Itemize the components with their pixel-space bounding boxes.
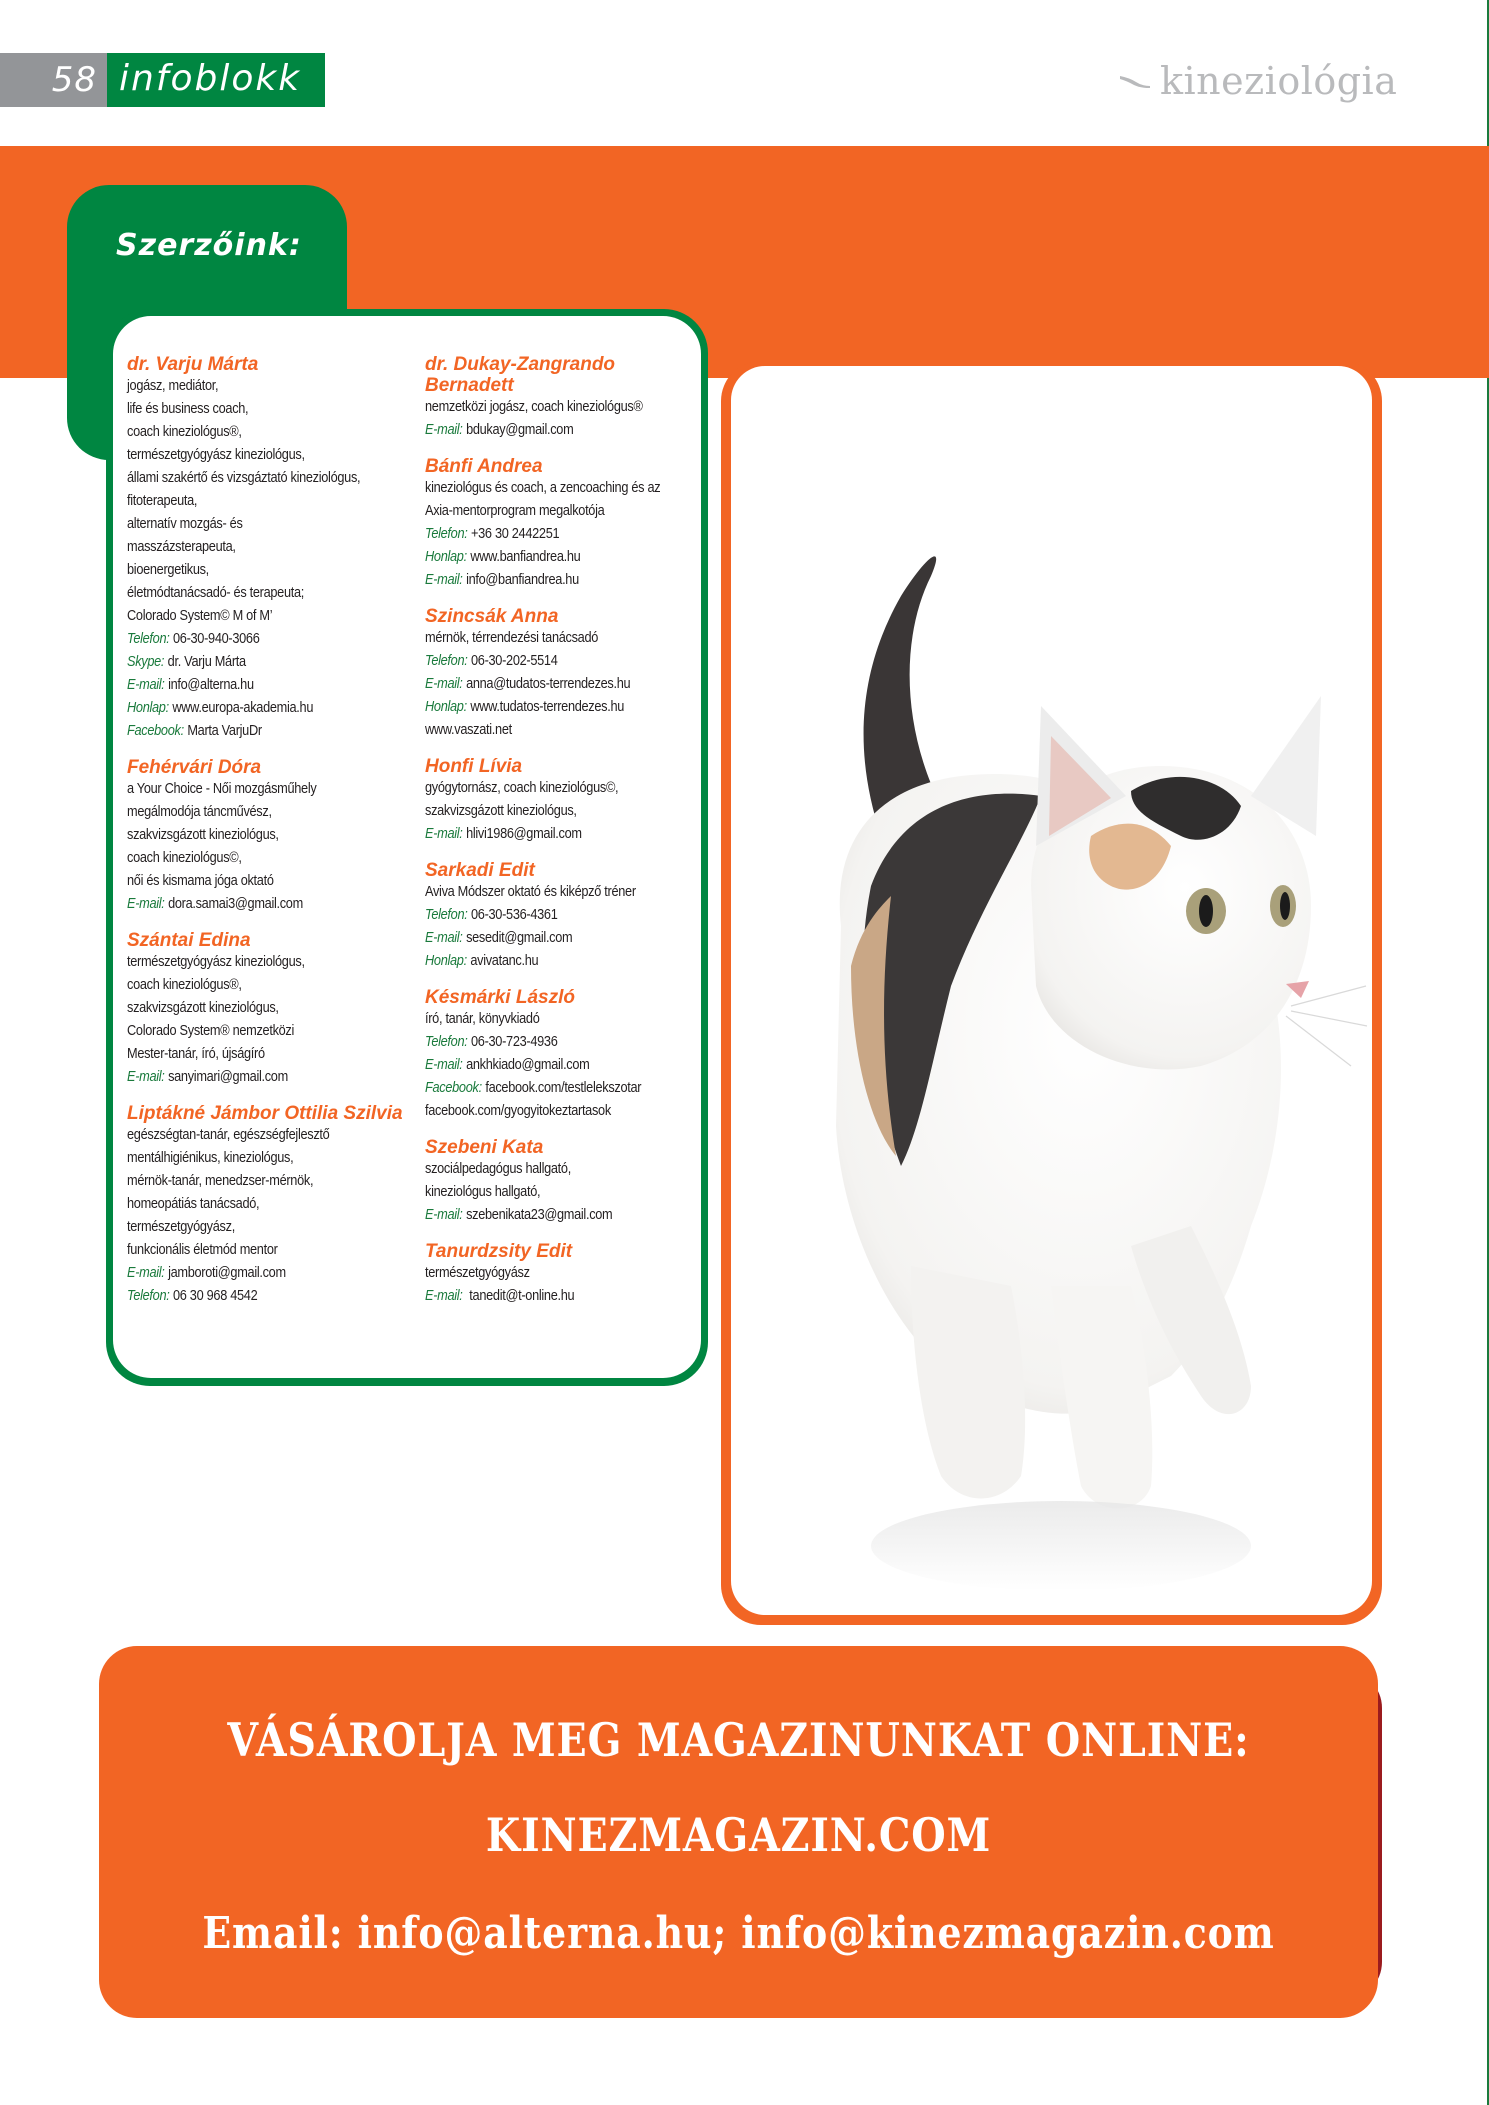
kitten-illustration: [731, 366, 1372, 1615]
author-entry: [425, 1241, 705, 1308]
contact-value[interactable]: info@banfiandrea.hu: [466, 572, 579, 588]
contact-value[interactable]: anna@tudatos-terrendezes.hu: [466, 676, 631, 692]
contact-value[interactable]: Marta VarjuDr: [187, 723, 262, 739]
author-entry: [127, 757, 417, 916]
author-description: [127, 1193, 382, 1216]
contact-value: 06-30-202-5514: [470, 653, 558, 669]
promo-banner: [99, 1646, 1378, 2018]
author-entry: [425, 456, 705, 592]
description-text: a Your Choice - Női mozgásműhely: [127, 781, 317, 797]
author-entry: [425, 860, 705, 973]
author-entry: [425, 987, 705, 1123]
contact-label: Telefon:: [127, 1288, 170, 1304]
description-text: gyógytornász, coach kineziológus©,: [425, 780, 619, 796]
contact-line: [425, 1077, 671, 1100]
author-entry: [425, 756, 705, 846]
contact-value[interactable]: hlivi1986@gmail.com: [466, 826, 582, 842]
author-entry: [127, 354, 417, 743]
author-name: dr. Varju Márta: [127, 354, 259, 375]
author-description: [127, 559, 382, 582]
contact-value[interactable]: avivatanc.hu: [470, 953, 539, 969]
description-text: alternatív mozgás- és: [127, 516, 243, 532]
author-name: Honfi Lívia: [425, 756, 523, 777]
contact-value[interactable]: sesedit@gmail.com: [466, 930, 573, 946]
author-description: [425, 719, 671, 742]
contact-line: [425, 927, 671, 950]
contact-line: [127, 1285, 382, 1308]
contact-label: E-mail:: [425, 422, 463, 438]
description-text: természetgyógyász kineziológus,: [127, 954, 305, 970]
description-text: író, tanár, könyvkiadó: [425, 1011, 540, 1027]
contact-line: [425, 1054, 671, 1077]
contact-value[interactable]: www.tudatos-terrendezes.hu: [470, 699, 625, 715]
description-text: szakvizsgázott kineziológus,: [127, 1000, 279, 1016]
author-entry: [425, 354, 705, 442]
contact-value: 06 30 968 4542: [172, 1288, 258, 1304]
author-description: [127, 467, 382, 490]
description-text: coach kineziológus®,: [127, 424, 242, 440]
author-description: [425, 477, 671, 500]
description-text: mentálhigiénikus, kineziológus,: [127, 1150, 294, 1166]
contact-label: Skype:: [127, 654, 165, 670]
author-description: [127, 375, 382, 398]
contact-line: [425, 1285, 671, 1308]
contact-label: Facebook:: [425, 1080, 482, 1096]
banner-headline: VÁSÁROLJA MEG MAGAZINUNKAT ONLINE:: [227, 1713, 1250, 1767]
description-text: Aviva Módszer oktató és kiképző tréner: [425, 884, 636, 900]
author-description: [425, 777, 671, 800]
description-text: kineziológus hallgató,: [425, 1184, 541, 1200]
author-description: [425, 500, 671, 523]
contact-label: Telefon:: [127, 631, 170, 647]
contact-value[interactable]: dora.samai3@gmail.com: [168, 896, 303, 912]
description-text: szakvizsgázott kineziológus,: [127, 827, 279, 843]
author-description: [425, 1158, 671, 1181]
author-name: Fehérvári Dóra: [127, 757, 262, 778]
description-text: coach kineziológus®,: [127, 977, 242, 993]
kitten-photo: [731, 366, 1372, 1615]
description-text: állami szakértő és vizsgáztató kineziológus,: [127, 470, 361, 486]
author-entry: [127, 930, 417, 1089]
description-text: funkcionális életmód mentor: [127, 1242, 278, 1258]
author-description: [425, 1181, 671, 1204]
contact-line: [127, 893, 382, 916]
description-text: www.vaszati.net: [425, 722, 512, 738]
author-description: [127, 444, 382, 467]
authors-title: Szerzőink:: [116, 228, 302, 263]
contact-line: [127, 720, 382, 743]
contact-label: E-mail:: [425, 826, 463, 842]
contact-label: Honlap:: [425, 953, 467, 969]
description-text: Axia-mentorprogram megalkotója: [425, 503, 605, 519]
description-text: fitoterapeuta,: [127, 493, 198, 509]
contact-label: E-mail:: [425, 572, 463, 588]
author-description: [127, 997, 382, 1020]
contact-line: [425, 950, 671, 973]
author-entry: [127, 1103, 417, 1308]
contact-value[interactable]: szebenikata23@gmail.com: [466, 1207, 613, 1223]
contact-value: dr. Varju Márta: [167, 654, 246, 670]
author-description: [425, 396, 671, 419]
author-description: [127, 513, 382, 536]
contact-line: [425, 1204, 671, 1227]
author-description: [127, 951, 382, 974]
contact-value[interactable]: info@alterna.hu: [168, 677, 254, 693]
author-description: [127, 605, 382, 628]
authors-column-right: [425, 354, 705, 1322]
contact-label: Honlap:: [425, 549, 467, 565]
contact-line: [127, 697, 382, 720]
contact-line: [127, 674, 382, 697]
author-name: Szincsák Anna: [425, 606, 559, 627]
description-text: szociálpedagógus hallgató,: [425, 1161, 571, 1177]
description-text: szakvizsgázott kineziológus,: [425, 803, 577, 819]
description-text: Colorado System® nemzetközi: [127, 1023, 295, 1039]
contact-label: Honlap:: [127, 700, 169, 716]
page-number: 58: [0, 53, 107, 107]
author-name: Szebeni Kata: [425, 1137, 544, 1158]
author-name: Tanurdzsity Edit: [425, 1241, 573, 1262]
description-text: mérnök-tanár, menedzser-mérnök,: [127, 1173, 314, 1189]
contact-label: E-mail:: [127, 1265, 165, 1281]
description-text: homeopátiás tanácsadó,: [127, 1196, 260, 1212]
description-text: Colorado System© M of M’: [127, 608, 273, 624]
contact-label: Telefon:: [425, 1034, 468, 1050]
description-text: life és business coach,: [127, 401, 249, 417]
banner-website[interactable]: KINEZMAGAZIN.COM: [485, 1808, 992, 1862]
author-description: [127, 1170, 382, 1193]
contact-label: Facebook:: [127, 723, 184, 739]
author-description: [127, 582, 382, 605]
contact-value: 06-30-723-4936: [470, 1034, 558, 1050]
description-text: bioenergetikus,: [127, 562, 209, 578]
description-text: egészségtan-tanár, egészségfejlesztő: [127, 1127, 330, 1143]
author-description: [425, 800, 671, 823]
author-name: Szántai Edina: [127, 930, 251, 951]
description-text: megálmodója táncművész,: [127, 804, 272, 820]
author-description: [127, 490, 382, 513]
author-description: [425, 881, 671, 904]
brand-name: kineziológia: [1160, 59, 1398, 103]
author-description: [127, 847, 382, 870]
description-text: masszázsterapeuta,: [127, 539, 236, 555]
author-description: [425, 627, 671, 650]
contact-line: [127, 1262, 382, 1285]
brand-logo: [1120, 56, 1397, 106]
section-label: infoblokk: [107, 53, 325, 107]
description-text: természetgyógyász,: [127, 1219, 235, 1235]
author-description: [127, 1043, 382, 1066]
contact-value: 06-30-536-4361: [470, 907, 558, 923]
contact-label: Telefon:: [425, 907, 468, 923]
authors-column-left: [127, 354, 417, 1322]
contact-label: E-mail:: [425, 1057, 463, 1073]
author-description: [127, 1239, 382, 1262]
contact-line: [425, 673, 671, 696]
contact-value[interactable]: www.banfiandrea.hu: [470, 549, 581, 565]
contact-label: E-mail:: [425, 1288, 463, 1304]
contact-label: E-mail:: [127, 896, 165, 912]
contact-value: +36 30 2442251: [470, 526, 560, 542]
swoosh-icon: [1120, 74, 1150, 88]
description-text: facebook.com/gyogyitokeztartasok: [425, 1103, 611, 1119]
contact-label: Telefon:: [425, 653, 468, 669]
author-description: [127, 536, 382, 559]
contact-label: Telefon:: [425, 526, 468, 542]
author-description: [425, 1262, 671, 1285]
contact-value[interactable]: tanedit@t-online.hu: [466, 1288, 575, 1304]
description-text: természetgyógyász: [425, 1265, 530, 1281]
author-description: [127, 824, 382, 847]
author-description: [127, 1124, 382, 1147]
author-name: dr. Dukay-Zangrando Bernadett: [425, 354, 616, 396]
author-description: [127, 1147, 382, 1170]
contact-line: [425, 523, 671, 546]
contact-label: E-mail:: [425, 1207, 463, 1223]
contact-value[interactable]: bdukay@gmail.com: [466, 422, 574, 438]
description-text: nemzetközi jogász, coach kineziológus®: [425, 399, 643, 415]
author-name: Liptákné Jámbor Ottilia Szilvia: [127, 1103, 403, 1124]
author-name: Sarkadi Edit: [425, 860, 535, 881]
contact-value[interactable]: sanyimari@gmail.com: [168, 1069, 288, 1085]
description-text: női és kismama jóga oktató: [127, 873, 274, 889]
author-description: [425, 1008, 671, 1031]
author-description: [127, 1020, 382, 1043]
contact-line: [425, 1031, 671, 1054]
author-entry: [425, 606, 705, 742]
contact-line: [425, 546, 671, 569]
author-description: [127, 801, 382, 824]
description-text: coach kineziológus©,: [127, 850, 242, 866]
contact-label: E-mail:: [127, 677, 165, 693]
contact-value[interactable]: facebook.com/testlelekszotar: [485, 1080, 642, 1096]
description-text: jogász, mediátor,: [127, 378, 219, 394]
contact-value: 06-30-940-3066: [172, 631, 260, 647]
description-text: mérnök, térrendezési tanácsadó: [425, 630, 599, 646]
description-text: életmódtanácsadó- és terapeuta;: [127, 585, 305, 601]
author-description: [127, 1216, 382, 1239]
author-description: [127, 421, 382, 444]
contact-line: [425, 823, 671, 846]
author-name: Bánfi Andrea: [425, 456, 543, 477]
contact-line: [425, 419, 671, 442]
contact-value[interactable]: jamboroti@gmail.com: [168, 1265, 286, 1281]
contact-line: [127, 651, 382, 674]
author-description: [425, 1100, 671, 1123]
author-description: [127, 974, 382, 997]
contact-label: E-mail:: [425, 930, 463, 946]
author-description: [127, 778, 382, 801]
contact-value[interactable]: ankhkiado@gmail.com: [466, 1057, 590, 1073]
contact-line: [425, 650, 671, 673]
contact-line: [425, 569, 671, 592]
contact-label: E-mail:: [425, 676, 463, 692]
banner-email[interactable]: Email: info@alterna.hu; info@kinezmagazin.com: [202, 1908, 1275, 1959]
contact-line: [425, 696, 671, 719]
contact-line: [425, 904, 671, 927]
description-text: természetgyógyász kineziológus,: [127, 447, 305, 463]
contact-label: Honlap:: [425, 699, 467, 715]
description-text: kineziológus és coach, a zencoaching és az: [425, 480, 661, 496]
contact-value[interactable]: www.europa-akademia.hu: [172, 700, 314, 716]
author-description: [127, 398, 382, 421]
author-description: [127, 870, 382, 893]
contact-line: [127, 1066, 382, 1089]
author-name: Késmárki László: [425, 987, 575, 1008]
author-entry: [425, 1137, 705, 1227]
description-text: Mester-tanár, író, újságíró: [127, 1046, 265, 1062]
contact-label: E-mail:: [127, 1069, 165, 1085]
contact-line: [127, 628, 382, 651]
